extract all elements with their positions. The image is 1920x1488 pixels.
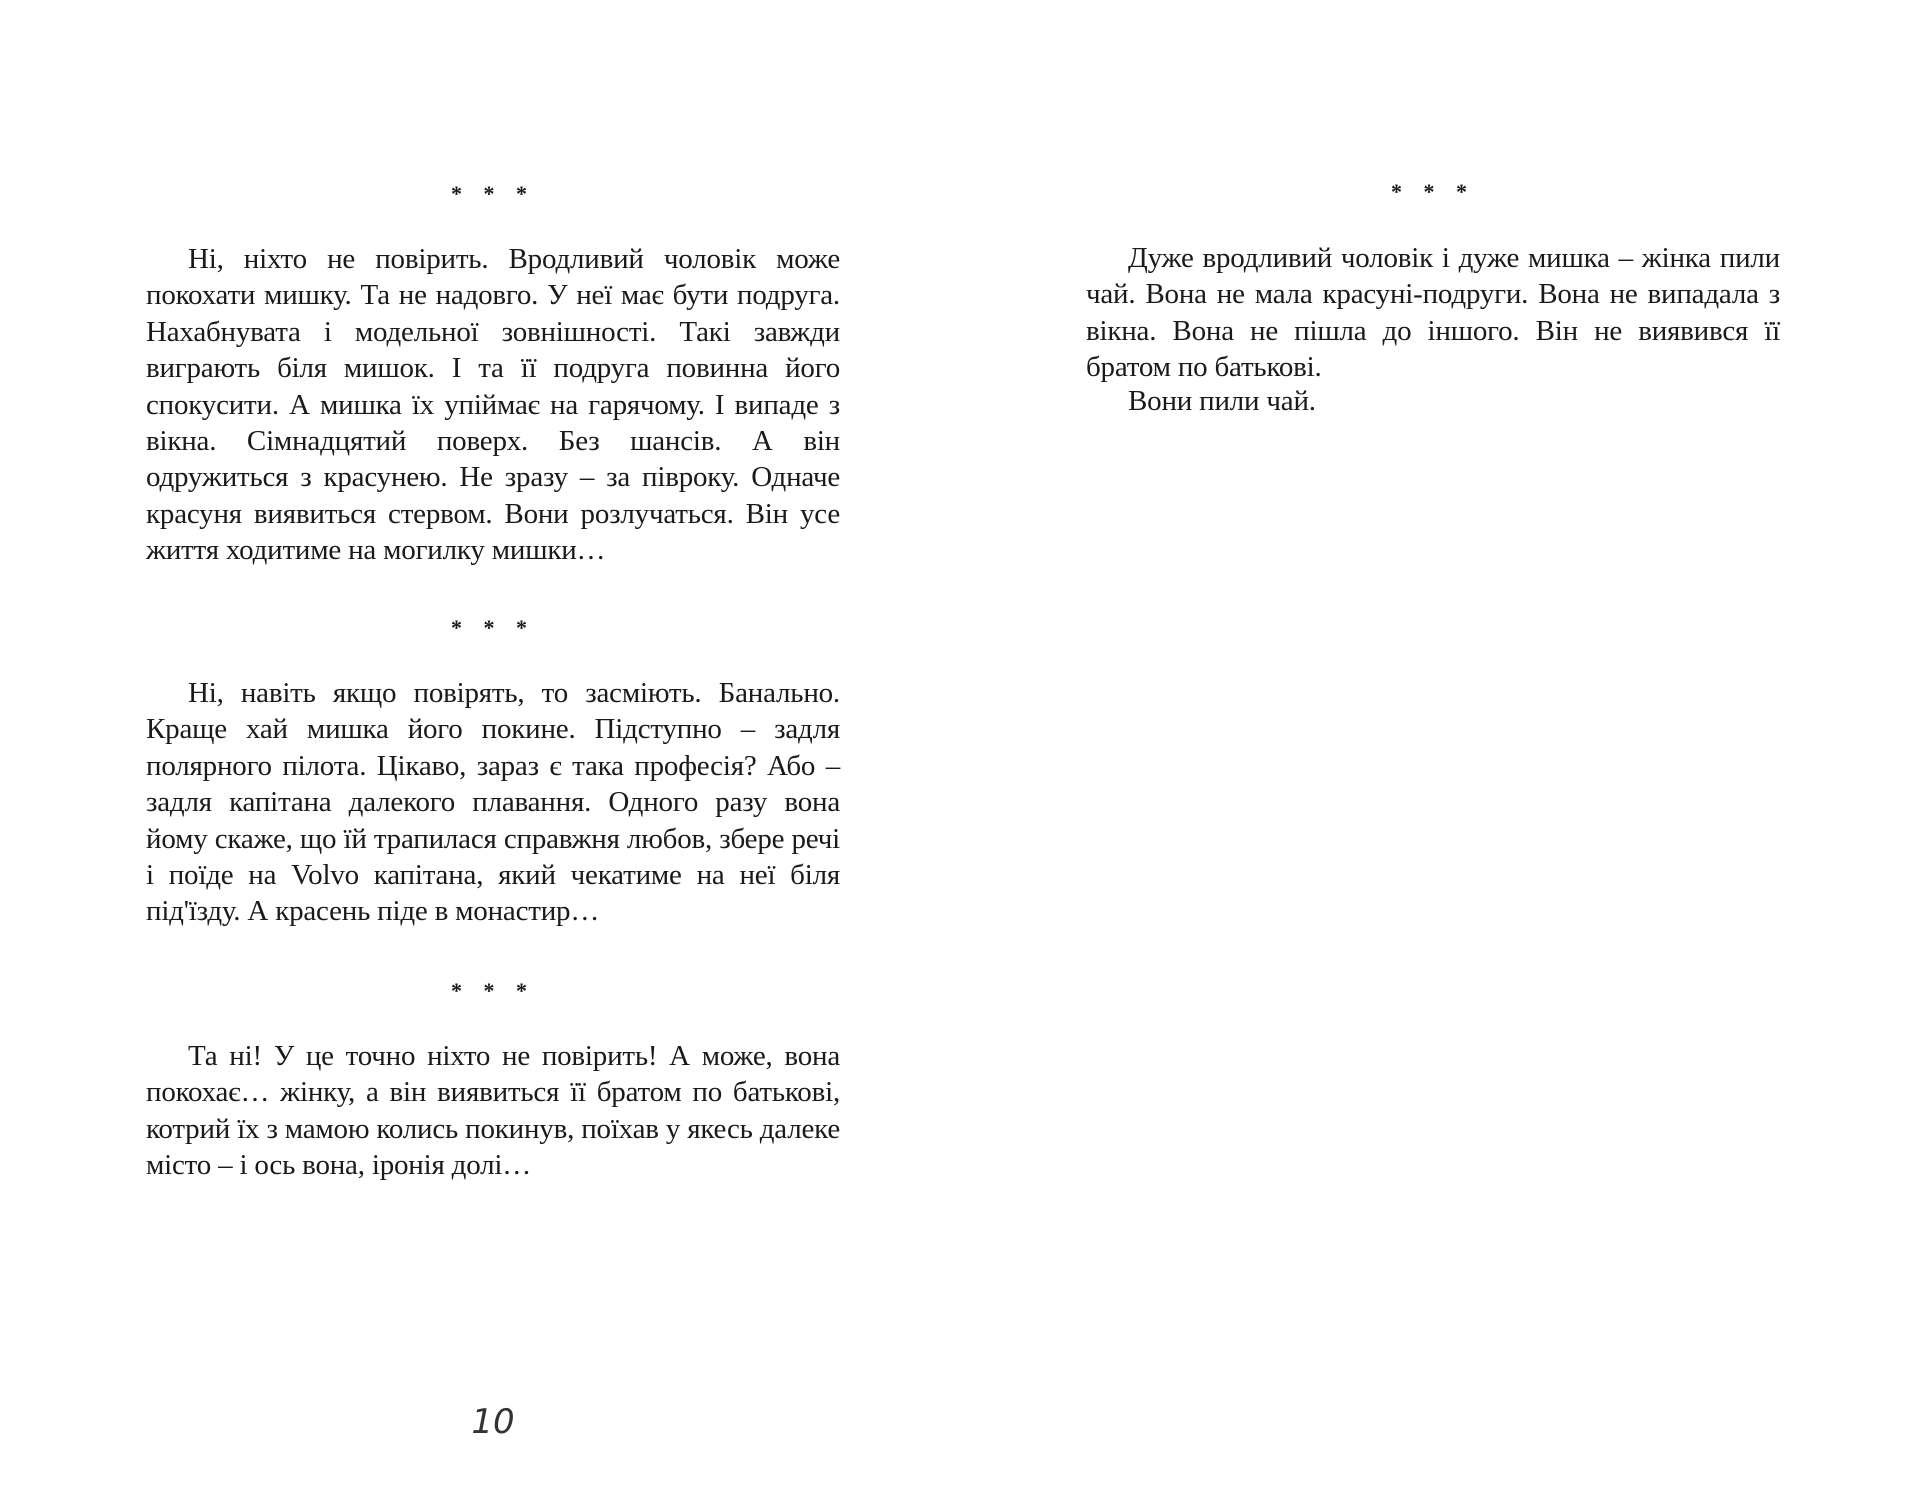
paragraph: Дуже вродливий чоловік і дуже мишка – жінка пили чай. Вона не мала красуні-подруги. Вона не випадала з вікна. Вона не пішла до іншого. Він не виявився її братом по батькові. — [1086, 242, 1780, 384]
section-separator: * * * — [1391, 179, 1475, 204]
paragraph: Ні, навіть якщо повірять, то засміють. Банально. Краще хай мишка його покине. Підступно – задля полярного пілота. Цікаво, зараз є така професія? Або – задля капітана далекого плавання. Одного разу вона йому скаже, що їй трапилася справжня любов, збере речі і поїде на Volvo капітана, який чекатиме на неї біля під'їзду. А красень піде в монастир… — [146, 677, 840, 928]
paragraph: Ні, ніхто не повірить. Вродливий чоловік може покохати мишку. Та не надовго. У неї має бути подруга. Нахабнувата і модельної зовнішності. Такі завжди виграють біля мишок. І та її подруга повинна його спокусити. А мишка їх упіймає на гарячому. І випаде з вікна. Сімнадцятий поверх. Без шансів. А він одружиться з красунею. Не зразу – за півроку. Одначе красуня виявиться стервом. Вони розлучаться. Він усе життя ходитиме на могилку мишки… — [146, 243, 840, 567]
page-number: 10 — [471, 1402, 515, 1442]
section-separator: * * * — [451, 615, 535, 640]
paragraph: Та ні! У це точно ніхто не повірить! А може, вона покохає… жінку, а він виявиться її братом по батькові, котрий їх з мамою колись покинув, поїхав у якесь далеке місто – і ось вона, іронія долі… — [146, 1040, 840, 1182]
section-separator: * * * — [451, 978, 535, 1003]
section-separator: * * * — [451, 181, 535, 206]
paragraph: Вони пили чай. — [1128, 385, 1316, 417]
